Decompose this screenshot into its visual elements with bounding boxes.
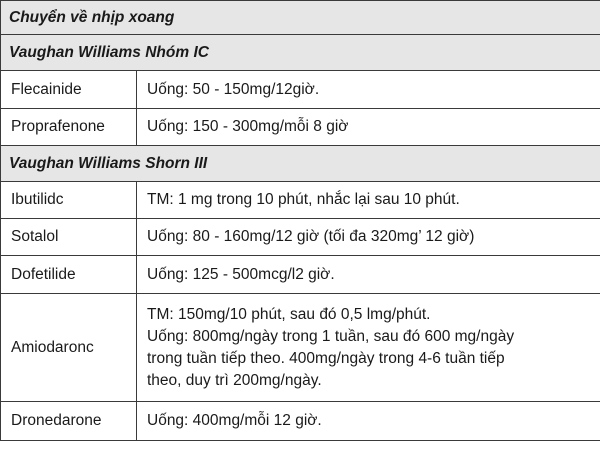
drug-name: Proprafenone: [1, 109, 137, 146]
group-header-row: [1, 146, 600, 182]
table-title-row: [1, 1, 600, 35]
drug-dose: [137, 294, 600, 402]
drug-dose: Uống: 50 - 150mg/12giờ.: [137, 71, 600, 109]
drug-dose: TM: 1 mg trong 10 phút, nhắc lại sau 10 phút.: [137, 182, 600, 219]
drug-name: Ibutilidc: [1, 182, 137, 219]
drug-dose: Uống: 80 - 160mg/12 giờ (tối đa 320mg’ 12 giờ): [137, 219, 600, 256]
dose-line: Uống: 800mg/ngày trong 1 tuần, sau đó 600 mg/ngày: [147, 327, 515, 345]
drug-name: Flecainide: [1, 71, 137, 109]
table-row: [1, 256, 600, 294]
drug-dose: Uống: 400mg/mỗi 12 giờ.: [137, 402, 600, 441]
drug-name: Amiodaronc: [1, 294, 137, 402]
table-row: [1, 71, 600, 109]
dose-line: theo, duy trì 200mg/ngày.: [147, 371, 322, 389]
dose-line: trong tuần tiếp theo. 400mg/ngày trong 4-6 tuần tiếp: [147, 349, 505, 367]
drug-dose: Uống: 150 - 300mg/mỗi 8 giờ: [137, 109, 600, 146]
table-row: [1, 402, 600, 441]
table-row: [1, 182, 600, 219]
drug-name: Dofetilide: [1, 256, 137, 294]
dose-line: TM: 150mg/10 phút, sau đó 0,5 lmg/phút.: [147, 305, 431, 323]
drug-name: Sotalol: [1, 219, 137, 256]
drug-dose: Uống: 125 - 500mcg/l2 giờ.: [137, 256, 600, 294]
drug-name: Dronedarone: [1, 402, 137, 441]
table-title: Chuyển về nhịp xoang: [1, 1, 600, 35]
group-header: Vaughan Williams Nhóm IC: [1, 35, 600, 71]
group-header-row: [1, 35, 600, 71]
table-row: [1, 294, 600, 402]
group-header: Vaughan Williams Shorn III: [1, 146, 600, 182]
table-row: [1, 109, 600, 146]
table-row: [1, 219, 600, 256]
